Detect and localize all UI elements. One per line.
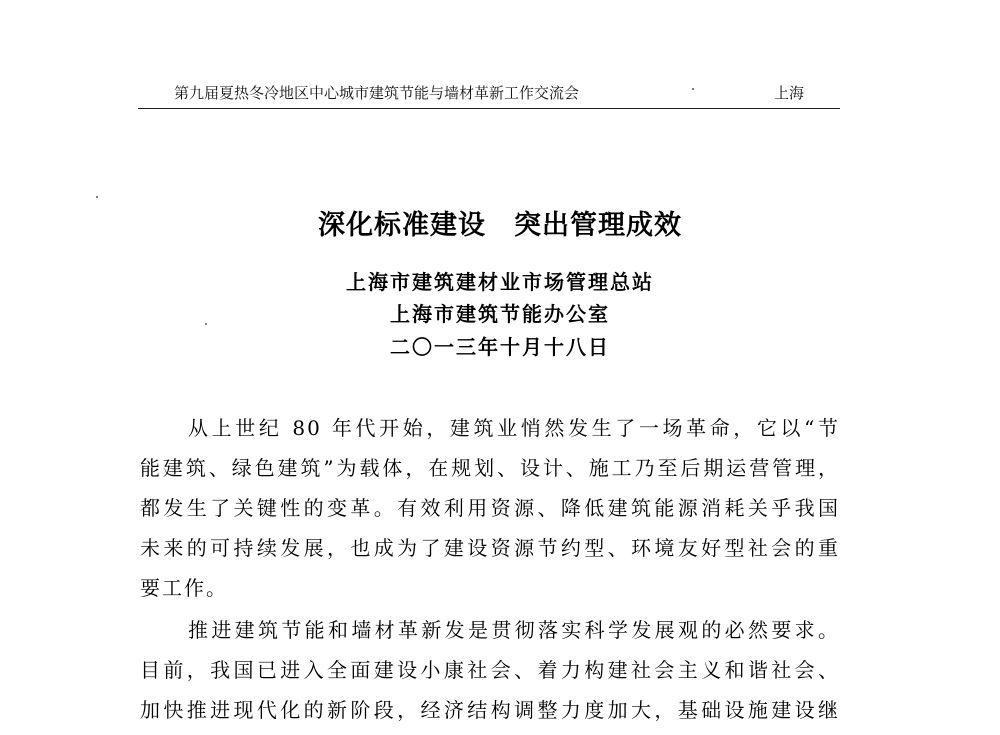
paragraph-1-line-2: 能建筑、绿色建筑”为载体，在规划、设计、施工乃至后期运营管理，	[140, 456, 840, 480]
author-organization-1: 上海市建筑建材业市场管理总站	[346, 270, 654, 294]
document-title: 深化标准建设 突出管理成效	[318, 210, 682, 241]
paragraph-2-line-2: 目前，我国已进入全面建设小康社会、着力构建社会主义和谐社会、	[140, 658, 840, 682]
paragraph-1-line-3: 都发生了关键性的变革。有效利用资源、降低建筑能源消耗关乎我国	[140, 496, 840, 520]
paragraph-1-line-5: 要工作。	[140, 576, 228, 600]
conference-name: 第九届夏热冬冷地区中心城市建筑节能与墙材革新工作交流会	[174, 84, 580, 102]
paragraph-2-line-3: 加快推进现代化的新阶段，经济结构调整力度加大，基础设施建设继	[140, 698, 840, 722]
paragraph-2-line-1: 推进建筑节能和墙材革新发是贯彻落实科学发展观的必然要求。	[188, 618, 840, 642]
scan-speck	[205, 323, 207, 325]
scan-speck	[96, 196, 98, 198]
author-organization-2: 上海市建筑节能办公室	[390, 302, 610, 326]
document-date: 二〇一三年十月十八日	[390, 335, 610, 359]
header-location: 上海	[773, 84, 804, 102]
scan-speck	[692, 88, 694, 90]
running-header	[138, 76, 840, 109]
paragraph-1-line-4: 未来的可持续发展，也成为了建设资源节约型、环境友好型社会的重	[140, 536, 840, 560]
paragraph-1-line-1: 从上世纪 80 年代开始，建筑业悄然发生了一场革命，它以“节	[188, 416, 840, 440]
